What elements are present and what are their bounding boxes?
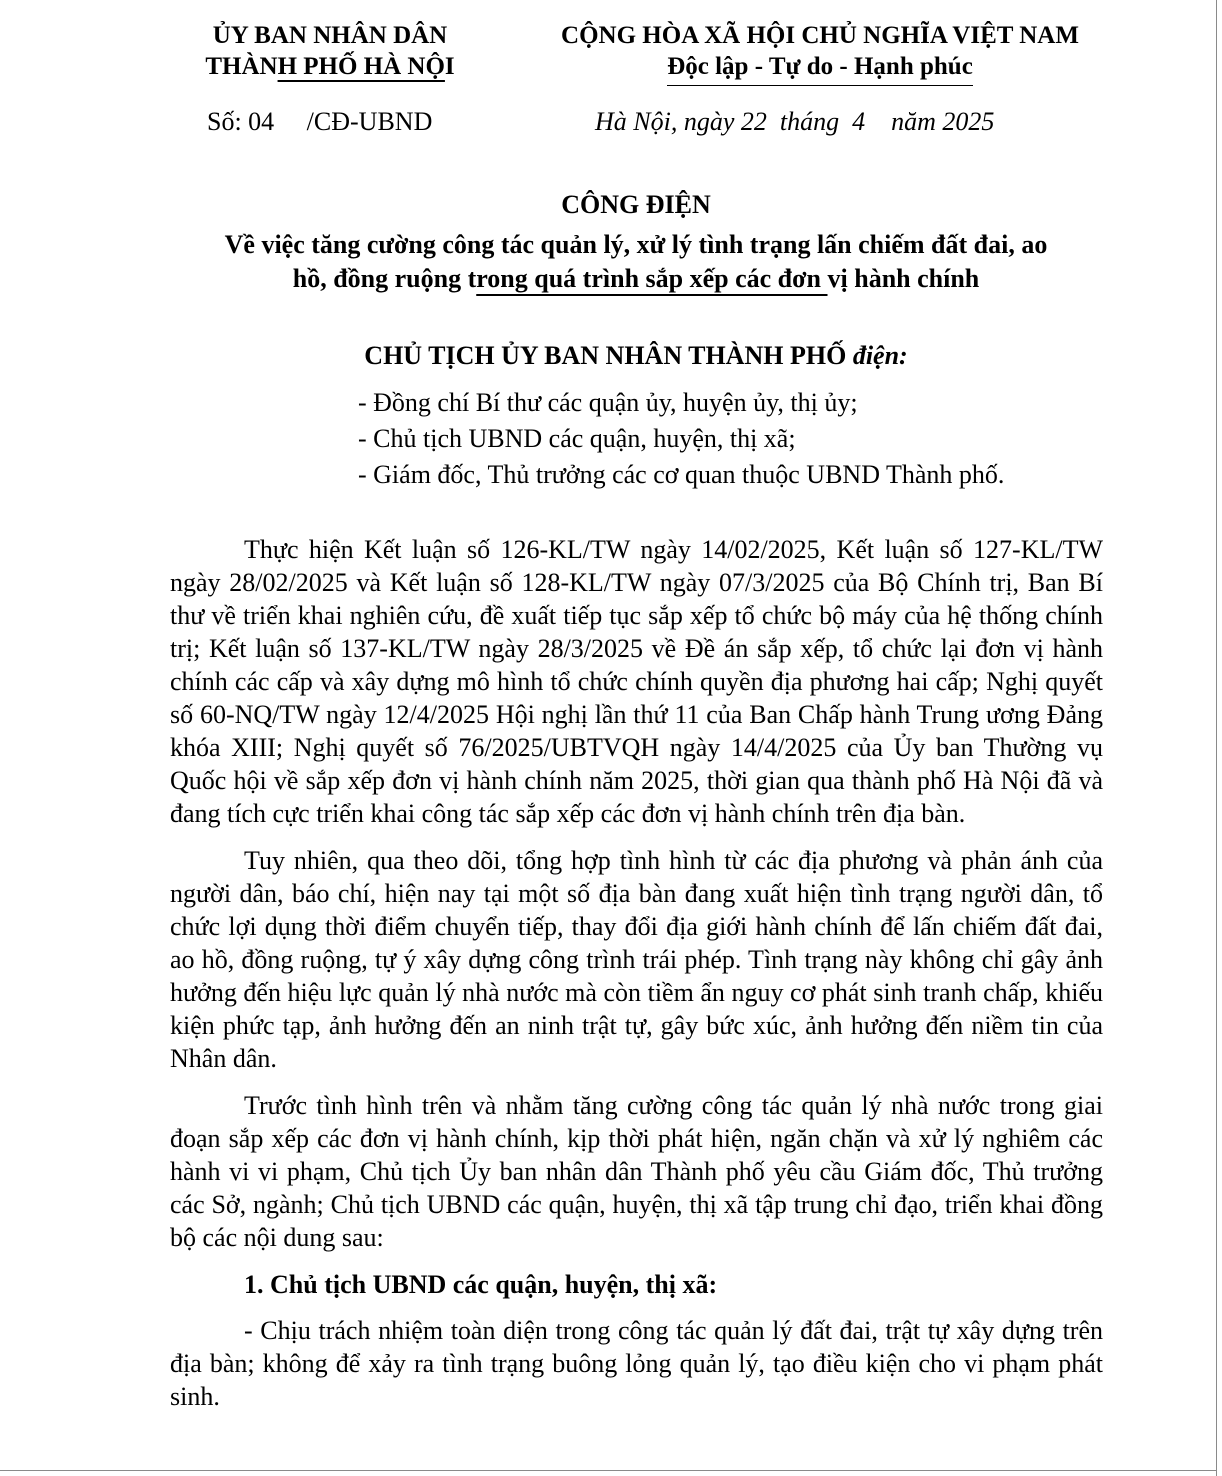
subject-line-2-pre: hồ, đồng ruộng t (292, 264, 477, 293)
issuing-agency (180, 20, 480, 82)
agency-line-1: ỦY BAN NHÂN DÂN (212, 22, 448, 49)
document-body (170, 533, 1103, 1427)
agency-line-2-underlined: H PHỐ HÀ NỘ (277, 53, 445, 80)
document-date: Hà Nội, ngày 22 tháng 4 năm 2025 (595, 107, 995, 136)
page-bottom-border (0, 1470, 1216, 1471)
subject-line-2-underlined: rong quá trình sắp xếp các đơn (476, 264, 828, 293)
document-type: CÔNG ĐIỆN (561, 190, 711, 219)
subject-line-2-post: vị hành chính (827, 264, 980, 293)
body-paragraph-4: - Chịu trách nhiệm toàn diện trong công tác quản lý đất đai, trật tự xây dựng trên địa bàn; không để xảy ra tình trạng buông lỏng quản lý, tạo điều kiện cho vi phạm phát sinh. (170, 1316, 1103, 1411)
agency-line-2-post: I (444, 53, 455, 80)
recipient-item: - Đồng chí Bí thư các quận ủy, huyện ủy, thị ủy; (358, 388, 858, 417)
agency-line-2-pre: THÀN (205, 53, 278, 80)
national-title (520, 20, 1120, 86)
sender-text: CHỦ TỊCH ỦY BAN NHÂN THÀNH PHỐ (364, 341, 853, 370)
document-number: Số: 04 /CĐ-UBND (207, 107, 433, 136)
national-motto: Độc lập - Tự do - Hạnh phúc (667, 51, 973, 86)
sender-line (0, 339, 1222, 373)
country-name: CỘNG HÒA XÃ HỘI CHỦ NGHĨA VIỆT NAM (561, 22, 1079, 49)
body-paragraph-1: Thực hiện Kết luận số 126-KL/TW ngày 14/02/2025, Kết luận số 127-KL/TW ngày 28/02/2025 và Kết luận số 128-KL/TW ngày 07/3/2025 của Bộ Chính trị, Ban Bí thư về triển khai nghiên cứu, đề xuất tiếp tục sắp xếp tổ chức bộ máy của hệ thống chính trị; Kết luận số 137-KL/TW ngày 28/3/2025 về Đề án sắp xếp, tổ chức lại đơn vị hành chính các cấp và xây dựng mô hình tổ chức chính quyền địa phương hai cấp; Nghị quyết số 60-NQ/TW ngày 12/4/2025 Hội nghị lần thứ 11 của Ban Chấp hành Trung ương Đảng khóa XIII; Nghị quyết số 76/2025/UBTVQH ngày 14/4/2025 của Ủy ban Thường vụ Quốc hội về sắp xếp đơn vị hành chính năm 2025, thời gian qua thành phố Hà Nội đã và đang tích cực triển khai công tác sắp xếp các đơn vị hành chính trên địa bàn. (170, 535, 1103, 828)
sender-suffix: điện: (852, 341, 908, 370)
agency-line-2 (180, 51, 480, 82)
section-heading-1: 1. Chủ tịch UBND các quận, huyện, thị xã: (244, 1270, 718, 1299)
recipient-item: - Chủ tịch UBND các quận, huyện, thị xã; (358, 424, 796, 453)
recipient-list (358, 385, 1118, 493)
document-subject (150, 228, 1122, 296)
subject-line-1: Về việc tăng cường công tác quản lý, xử lý tình trạng lấn chiếm đất đai, ao (224, 230, 1048, 259)
body-paragraph-2: Tuy nhiên, qua theo dõi, tổng hợp tình hình từ các địa phương và phản ánh của người dân, báo chí, hiện nay tại một số địa bàn đang xuất hiện tình trạng người dân, tổ chức lợi dụng thời điểm chuyển tiếp, thay đổi địa giới hành chính để lấn chiếm đất đai, ao hồ, đồng ruộng, tự ý xây dựng công trình trái phép. Tình trạng này không chỉ gây ảnh hưởng đến hiệu lực quản lý nhà nước mà còn tiềm ẩn nguy cơ phát sinh tranh chấp, khiếu kiện phức tạp, ảnh hưởng đến an ninh trật tự, gây bức xúc, ảnh hưởng đến niềm tin của Nhân dân. (170, 846, 1103, 1073)
recipient-item: - Giám đốc, Thủ trưởng các cơ quan thuộc UBND Thành phố. (358, 460, 1005, 489)
subject-line-2 (150, 262, 1122, 296)
body-paragraph-3: Trước tình hình trên và nhằm tăng cường công tác quản lý nhà nước trong giai đoạn sắp xếp các đơn vị hành chính, kịp thời phát hiện, ngăn chặn và xử lý nghiêm các hành vi vi phạm, Chủ tịch Ủy ban nhân dân Thành phố yêu cầu Giám đốc, Thủ trưởng các Sở, ngành; Chủ tịch UBND các quận, huyện, thị xã tập trung chỉ đạo, triển khai đồng bộ các nội dung sau: (170, 1091, 1103, 1252)
